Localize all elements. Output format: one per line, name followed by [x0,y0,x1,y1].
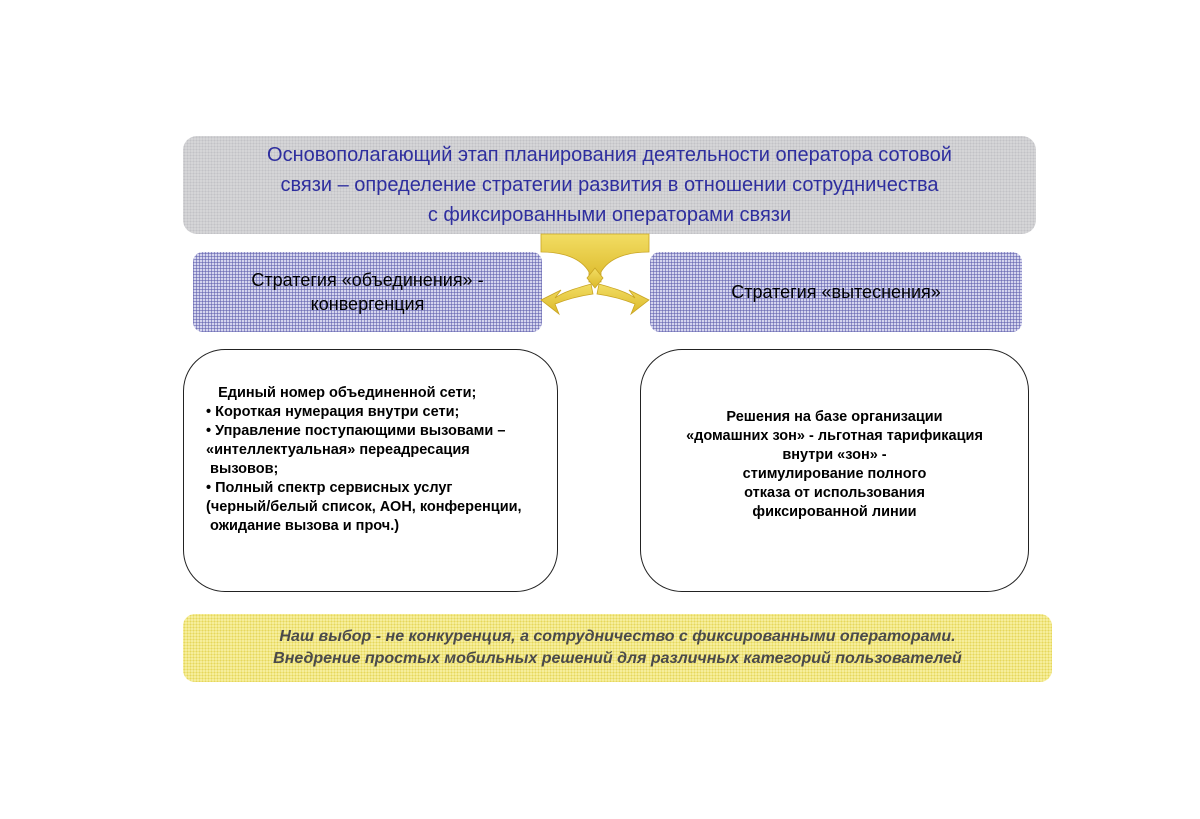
detail-line: стимулирование полного [742,465,927,482]
split-arrow-connector [537,232,653,320]
detail-line: «домашних зон» - льготная тарификация [686,427,983,444]
header-box [183,136,1036,234]
detail-line: отказа от использования [744,484,925,501]
detail-line: ожидание вызова и проч.) [206,518,400,534]
conclusion-line: Наш выбор - не конкуренция, а сотрудничество с фиксированными операторами. [279,628,956,645]
displacement-details-box [640,349,1029,592]
header-line: связи – определение стратегии развития в отношении сотрудничества [280,174,939,196]
detail-line: фиксированной линии [752,503,917,520]
detail-line: • Управление поступающими вызовами – [206,423,506,439]
strategy-displacement-box [650,252,1022,332]
header-line: Основополагающий этап планирования деятельности оператора сотовой [267,144,952,166]
detail-line: (черный/белый список, АОН, конференции, [206,499,522,515]
detail-line: • Короткая нумерация внутри сети; [206,404,460,420]
detail-line: внутри «зон» - [782,446,887,463]
strategy-line: Стратегия «объединения» - [251,270,484,290]
strategy-convergence-box [193,252,542,332]
detail-line: Решения на базе организации [726,408,943,425]
conclusion-line: Внедрение простых мобильных решений для различных категорий пользователей [273,650,962,667]
convergence-details-box [183,349,558,592]
strategy-convergence-text [251,268,483,316]
detail-line: «интеллектуальная» переадресация [206,442,470,458]
detail-line: • Полный спектр сервисных услуг [206,480,453,496]
header-text [267,140,952,230]
detail-line: Единый номер объединенной сети; [206,385,477,401]
detail-line: вызовов; [206,461,279,477]
strategy-displacement-text: Стратегия «вытеснения» [731,282,941,302]
strategy-line: конвергенция [310,294,425,314]
conclusion-box [183,614,1052,682]
arrow-shape [541,234,649,314]
header-line: с фиксированными операторами связи [427,204,792,226]
